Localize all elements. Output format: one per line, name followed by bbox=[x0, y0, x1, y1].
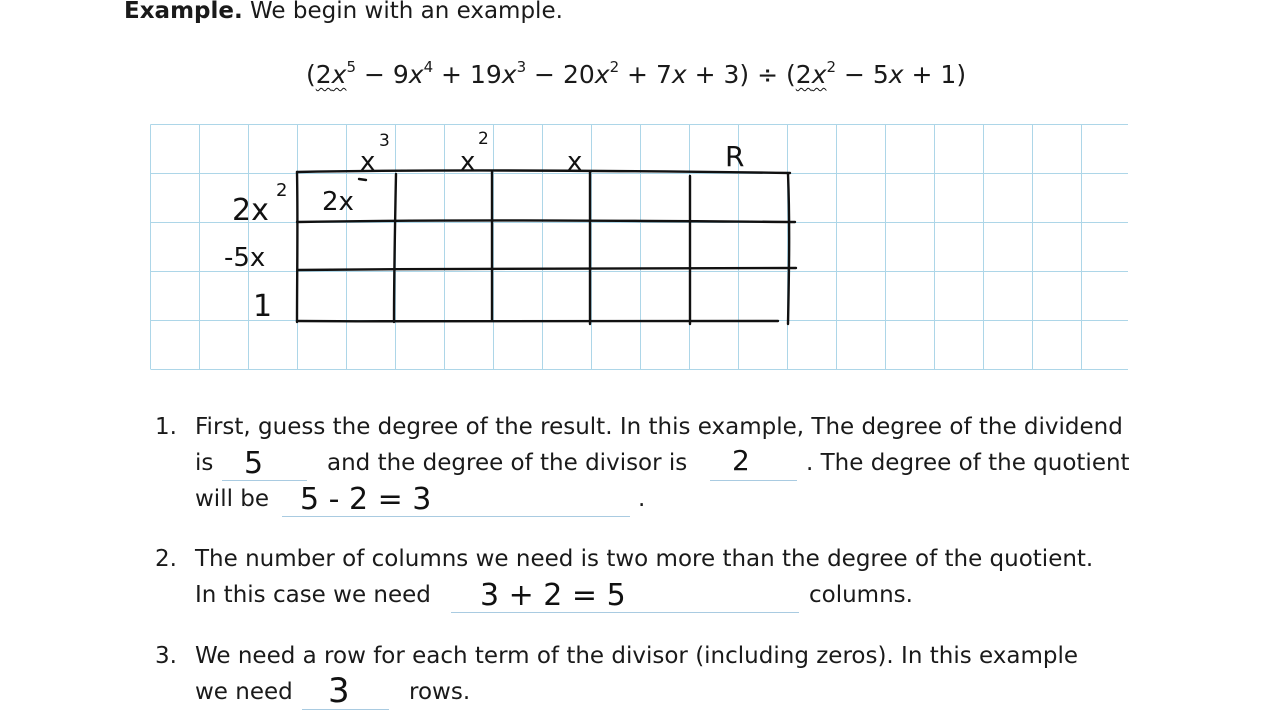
dividend-leading-term bbox=[316, 60, 347, 89]
exp: 5 bbox=[346, 58, 357, 76]
step-1-answer-2: 2 bbox=[732, 444, 750, 477]
coef: 2 bbox=[315, 60, 332, 89]
term: + 3 bbox=[686, 60, 740, 89]
paren: ) bbox=[739, 60, 750, 89]
step-1-answer-3: 5 - 2 = 3 bbox=[300, 482, 432, 517]
step-1-answer-1: 5 bbox=[244, 446, 264, 481]
step-2-line-2a: In this case we need bbox=[195, 582, 431, 608]
step-2-answer: 3 + 2 = 5 bbox=[480, 578, 626, 613]
paren: ( bbox=[786, 60, 796, 89]
var: x bbox=[811, 60, 827, 89]
exp: 4 bbox=[423, 58, 434, 76]
step-3-answer: 3 bbox=[328, 671, 350, 711]
term: + 19 bbox=[433, 60, 502, 89]
row-label-2x-exp: 2 bbox=[276, 180, 288, 201]
var: x bbox=[594, 60, 610, 89]
term: − 9 bbox=[356, 60, 409, 89]
table-col-line bbox=[788, 174, 789, 324]
paren: ) bbox=[956, 60, 967, 89]
graph-paper-grid bbox=[150, 124, 1130, 370]
exp: 3 bbox=[516, 58, 527, 76]
step-1-line-1: First, guess the degree of the result. In this example, The degree of the dividend bbox=[195, 414, 1123, 440]
col-header-x2: x bbox=[460, 147, 476, 177]
term: − 5 bbox=[836, 60, 889, 89]
step-3-line-2b: rows. bbox=[409, 679, 471, 705]
var: x bbox=[501, 60, 517, 89]
row-label-minus-5x: -5x bbox=[224, 243, 266, 273]
step-2-number: 2. bbox=[155, 546, 177, 572]
step-1-number: 1. bbox=[155, 414, 177, 440]
term: + 1 bbox=[903, 60, 957, 89]
example-intro-text: We begin with an example. bbox=[242, 0, 563, 24]
step-2-line-1: The number of columns we need is two more than the degree of the quotient. bbox=[195, 546, 1094, 572]
exp: 2 bbox=[609, 58, 620, 76]
step-1-blank-1 bbox=[222, 480, 307, 481]
step-1-line-2c: . The degree of the quotient bbox=[806, 450, 1130, 476]
step-3-number: 3. bbox=[155, 643, 177, 669]
var: x bbox=[408, 60, 424, 89]
col-header-x3: x bbox=[360, 147, 376, 177]
step-2-line-2b: columns. bbox=[809, 582, 913, 608]
handwritten-table bbox=[297, 170, 796, 324]
step-3-line-1: We need a row for each term of the divisor (including zeros). In this example bbox=[195, 643, 1078, 669]
example-heading bbox=[124, 0, 563, 24]
tick-mark bbox=[359, 179, 366, 180]
row-label-2x: 2x bbox=[232, 193, 269, 228]
step-1-line-2a: is bbox=[195, 450, 214, 476]
division-table-drawing bbox=[150, 124, 1130, 370]
var: x bbox=[331, 60, 347, 89]
example-label: Example. bbox=[124, 0, 243, 24]
table-row-line bbox=[297, 220, 795, 222]
row-label-1: 1 bbox=[253, 289, 273, 324]
col-header-r: R bbox=[725, 140, 745, 173]
term: + 7 bbox=[619, 60, 672, 89]
division-equation bbox=[306, 60, 966, 89]
divide-sign: ÷ bbox=[749, 60, 787, 89]
step-1-line-3a: will be bbox=[195, 486, 270, 512]
paren: ( bbox=[306, 60, 316, 89]
table-row-line bbox=[298, 268, 796, 270]
divisor-leading-term bbox=[796, 60, 827, 89]
col-header-x: x bbox=[567, 147, 583, 177]
step-1-line-2b: and the degree of the divisor is bbox=[327, 450, 688, 476]
step-1-blank-2 bbox=[710, 480, 797, 481]
term: − 20 bbox=[526, 60, 595, 89]
var: x bbox=[671, 60, 687, 89]
coef: 2 bbox=[795, 60, 812, 89]
step-3-line-2a: we need bbox=[195, 679, 293, 705]
exp: 2 bbox=[826, 58, 837, 76]
var: x bbox=[888, 60, 904, 89]
col-header-x2-exp: 2 bbox=[478, 129, 489, 149]
cell-first-quotient: 2x bbox=[322, 187, 354, 217]
col-header-x3-exp: 3 bbox=[379, 131, 390, 151]
step-1-period: . bbox=[638, 486, 646, 512]
